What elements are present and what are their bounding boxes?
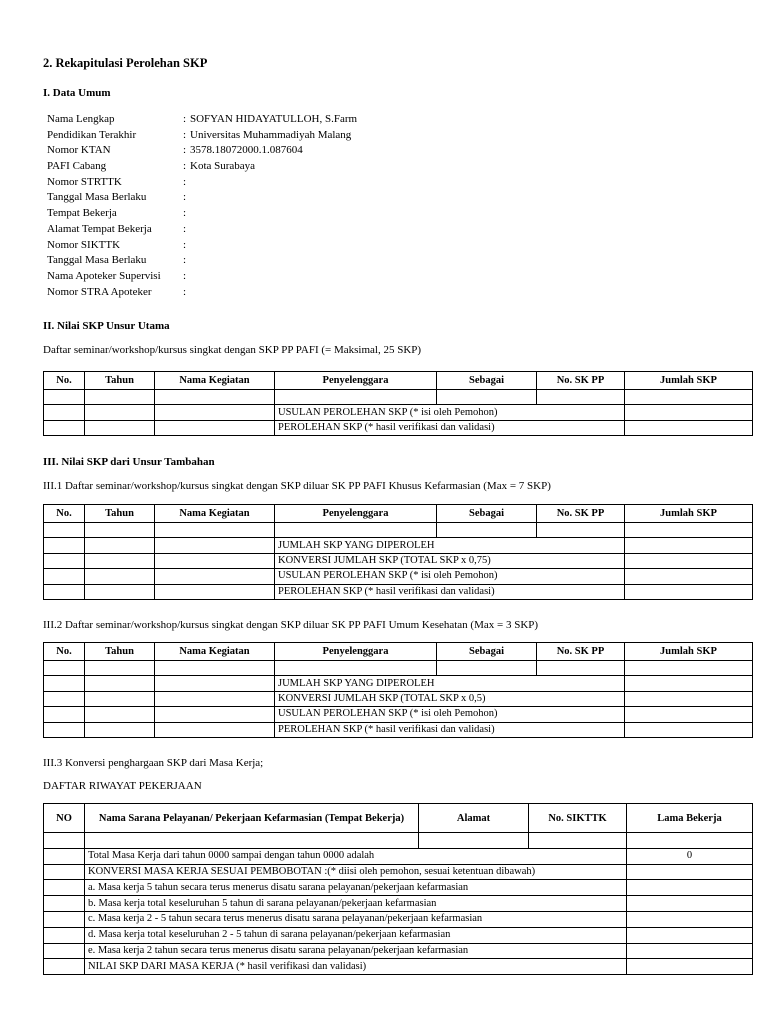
table-cell — [537, 390, 625, 405]
table-cell — [44, 833, 85, 849]
info-row — [47, 206, 357, 222]
column-header: Nama Kegiatan — [155, 372, 275, 390]
section-heading-unsur-tambahan: III. Nilai SKP dari Unsur Tambahan — [43, 456, 215, 468]
info-separator: : — [183, 175, 187, 188]
info-label: Nomor STRA Apoteker — [47, 285, 152, 298]
table-cell — [537, 661, 625, 676]
column-header: Sebagai — [437, 505, 537, 523]
column-header: Penyelenggara — [275, 372, 437, 390]
table-cell — [155, 691, 275, 706]
table-cell — [155, 661, 275, 676]
conversion-row — [44, 880, 753, 896]
conversion-label: b. Masa kerja total keseluruhan 5 tahun di sarana pelayanan/pekerjaan kefarmasian — [85, 896, 627, 912]
conversion-label: e. Masa kerja 2 tahun secara terus menerus disatu sarana pelayanan/pekerjaan kefarmasian — [85, 943, 627, 959]
table-cell — [44, 661, 85, 676]
conversion-row — [44, 864, 753, 880]
table-row — [44, 390, 753, 405]
table-cell — [44, 943, 85, 959]
table-cell — [625, 584, 753, 599]
table-cell — [44, 390, 85, 405]
table-cell — [625, 538, 753, 553]
table-cell — [155, 538, 275, 553]
skp-khusus-table — [43, 504, 753, 600]
skp-utama-table — [43, 371, 753, 436]
table-cell — [85, 569, 155, 584]
table-cell — [44, 911, 85, 927]
table-cell — [44, 420, 85, 435]
table-cell — [44, 959, 85, 975]
conversion-label: d. Masa kerja total keseluruhan 2 - 5 tahun di sarana pelayanan/pekerjaan kefarmasian — [85, 927, 627, 943]
info-value: Kota Surabaya — [190, 160, 256, 173]
info-separator: : — [183, 269, 187, 282]
data-umum-list — [47, 112, 357, 300]
summary-row — [44, 584, 753, 599]
info-separator: : — [183, 238, 187, 251]
table-cell — [275, 523, 437, 538]
summary-row — [44, 569, 753, 584]
total-value: 0 — [627, 848, 753, 864]
table-cell — [625, 676, 753, 691]
summary-label: USULAN PEROLEHAN SKP (* isi oleh Pemohon) — [275, 569, 625, 584]
table-cell — [419, 833, 529, 849]
section-heading-data-umum: I. Data Umum — [43, 87, 111, 99]
table-cell — [625, 523, 753, 538]
table-cell — [627, 896, 753, 912]
table-cell — [44, 896, 85, 912]
column-header: Tahun — [85, 372, 155, 390]
table-cell — [155, 707, 275, 722]
table-cell — [627, 864, 753, 880]
info-value: 3578.18072000.1.087604 — [190, 144, 303, 157]
section3-3-description: III.3 Konversi penghargaan SKP dari Masa Kerja; — [43, 757, 264, 769]
table-cell — [44, 927, 85, 943]
column-header: Sebagai — [437, 643, 537, 661]
table-cell — [625, 420, 753, 435]
table-cell — [44, 722, 85, 737]
info-row — [47, 269, 357, 285]
table-cell — [85, 420, 155, 435]
table-cell — [44, 707, 85, 722]
column-header: No. — [44, 505, 85, 523]
table-cell — [44, 569, 85, 584]
table-cell — [627, 927, 753, 943]
summary-row — [44, 676, 753, 691]
info-label: PAFI Cabang — [47, 160, 107, 173]
riwayat-pekerjaan-title: DAFTAR RIWAYAT PEKERJAAN — [43, 780, 202, 792]
info-label: Alamat Tempat Bekerja — [47, 222, 152, 235]
section3-2-description: III.2 Daftar seminar/workshop/kursus singkat dengan SKP diluar SK PP PAFI Umum Kesehatan (Max = 3 SKP) — [43, 619, 539, 631]
conversion-label: a. Masa kerja 5 tahun secara terus menerus disatu sarana pelayanan/pekerjaan kefarmasian — [85, 880, 627, 896]
table-cell — [44, 848, 85, 864]
info-label: Tanggal Masa Berlaku — [47, 191, 147, 204]
section2-description: Daftar seminar/workshop/kursus singkat dengan SKP PP PAFI (= Maksimal, 25 SKP) — [43, 344, 422, 356]
table-cell — [44, 880, 85, 896]
conversion-label: NILAI SKP DARI MASA KERJA (* hasil verifikasi dan validasi) — [85, 959, 627, 975]
info-row — [47, 253, 357, 269]
info-value: SOFYAN HIDAYATULLOH, S.Farm — [190, 113, 358, 125]
info-separator: : — [183, 128, 187, 141]
table-cell — [155, 553, 275, 568]
conversion-row — [44, 927, 753, 943]
info-label: Tanggal Masa Berlaku — [47, 254, 147, 267]
summary-row — [44, 420, 753, 435]
table-cell — [85, 390, 155, 405]
info-row — [47, 238, 357, 254]
table-cell — [627, 943, 753, 959]
table-cell — [155, 523, 275, 538]
summary-row — [44, 538, 753, 553]
table-cell — [85, 676, 155, 691]
table-cell — [627, 911, 753, 927]
table-cell — [44, 676, 85, 691]
info-separator: : — [183, 144, 187, 157]
table-cell — [625, 691, 753, 706]
column-header: NO — [44, 804, 85, 833]
table-header-row — [44, 372, 753, 390]
table-cell — [627, 833, 753, 849]
summary-row — [44, 707, 753, 722]
conversion-label: c. Masa kerja 2 - 5 tahun secara terus menerus disatu sarana pelayanan/pekerjaan kefarmasian — [85, 911, 627, 927]
table-cell — [85, 707, 155, 722]
table-cell — [625, 405, 753, 420]
table-cell — [437, 523, 537, 538]
table-header-row — [44, 505, 753, 523]
table-cell — [44, 584, 85, 599]
table-cell — [275, 661, 437, 676]
summary-label: USULAN PEROLEHAN SKP (* isi oleh Pemohon) — [275, 405, 625, 420]
column-header: Jumlah SKP — [625, 372, 753, 390]
conversion-row — [44, 896, 753, 912]
table-cell — [85, 584, 155, 599]
column-header: No. — [44, 372, 85, 390]
column-header: Jumlah SKP — [625, 505, 753, 523]
table-cell — [44, 864, 85, 880]
info-label: Nomor STRTTK — [47, 175, 122, 188]
info-row — [47, 190, 357, 206]
column-header: Alamat — [419, 804, 529, 833]
info-separator: : — [183, 222, 187, 235]
table-cell — [85, 405, 155, 420]
table-cell — [155, 569, 275, 584]
info-row — [47, 222, 357, 238]
info-separator: : — [183, 254, 187, 267]
info-row — [47, 143, 357, 159]
table-header-row — [44, 804, 753, 833]
conversion-row — [44, 943, 753, 959]
table-cell — [155, 405, 275, 420]
info-label: Nama Apoteker Supervisi — [47, 269, 161, 282]
summary-label: KONVERSI JUMLAH SKP (TOTAL SKP x 0,75) — [275, 553, 625, 568]
conversion-label: KONVERSI MASA KERJA SESUAI PEMBOBOTAN :(* diisi oleh pemohon, sesuai ketentuan dibawah) — [85, 864, 627, 880]
info-row — [47, 285, 357, 301]
info-separator: : — [183, 285, 187, 298]
column-header: No. SIKTTK — [529, 804, 627, 833]
table-cell — [625, 553, 753, 568]
riwayat-pekerjaan-table — [43, 803, 753, 975]
column-header: No. SK PP — [537, 372, 625, 390]
table-cell — [85, 833, 419, 849]
info-separator: : — [183, 113, 187, 125]
info-row — [47, 128, 357, 144]
summary-row — [44, 405, 753, 420]
table-cell — [85, 553, 155, 568]
summary-label: KONVERSI JUMLAH SKP (TOTAL SKP x 0,5) — [275, 691, 625, 706]
column-header: Nama Sarana Pelayanan/ Pekerjaan Kefarmasian (Tempat Bekerja) — [85, 804, 419, 833]
conversion-row — [44, 959, 753, 975]
table-cell — [85, 691, 155, 706]
table-cell — [155, 584, 275, 599]
table-cell — [44, 691, 85, 706]
summary-label: JUMLAH SKP YANG DIPEROLEH — [275, 676, 625, 691]
column-header: Penyelenggara — [275, 505, 437, 523]
table-cell — [625, 707, 753, 722]
table-cell — [85, 523, 155, 538]
table-cell — [537, 523, 625, 538]
table-cell — [85, 661, 155, 676]
info-separator: : — [183, 207, 187, 220]
table-cell — [437, 661, 537, 676]
column-header: No. SK PP — [537, 643, 625, 661]
table-cell — [275, 390, 437, 405]
table-row — [44, 833, 753, 849]
table-cell — [44, 405, 85, 420]
summary-label: PEROLEHAN SKP (* hasil verifikasi dan validasi) — [275, 584, 625, 599]
table-cell — [529, 833, 627, 849]
table-cell — [85, 538, 155, 553]
column-header: Penyelenggara — [275, 643, 437, 661]
table-cell — [627, 880, 753, 896]
summary-label: USULAN PEROLEHAN SKP (* isi oleh Pemohon) — [275, 707, 625, 722]
total-row — [44, 848, 753, 864]
table-header-row — [44, 643, 753, 661]
table-cell — [44, 553, 85, 568]
info-row — [47, 159, 357, 175]
table-row — [44, 523, 753, 538]
table-cell — [625, 722, 753, 737]
skp-umum-table — [43, 642, 753, 738]
table-cell — [155, 722, 275, 737]
info-value: Universitas Muhammadiyah Malang — [190, 128, 352, 141]
column-header: Jumlah SKP — [625, 643, 753, 661]
table-cell — [627, 959, 753, 975]
summary-row — [44, 553, 753, 568]
column-header: No. — [44, 643, 85, 661]
table-row — [44, 661, 753, 676]
table-cell — [155, 390, 275, 405]
table-cell — [44, 523, 85, 538]
info-separator: : — [183, 191, 187, 204]
column-header: Nama Kegiatan — [155, 505, 275, 523]
info-row — [47, 112, 357, 128]
info-label: Pendidikan Terakhir — [47, 128, 137, 141]
table-cell — [155, 676, 275, 691]
column-header: Tahun — [85, 643, 155, 661]
summary-label: JUMLAH SKP YANG DIPEROLEH — [275, 538, 625, 553]
table-cell — [625, 661, 753, 676]
summary-label: PEROLEHAN SKP (* hasil verifikasi dan validasi) — [275, 420, 625, 435]
summary-row — [44, 722, 753, 737]
table-cell — [44, 538, 85, 553]
table-cell — [625, 390, 753, 405]
column-header: Nama Kegiatan — [155, 643, 275, 661]
info-label: Nama Lengkap — [47, 113, 115, 125]
info-label: Nomor SIKTTK — [47, 238, 121, 251]
info-label: Nomor KTAN — [47, 144, 111, 157]
column-header: Tahun — [85, 505, 155, 523]
section-heading-unsur-utama: II. Nilai SKP Unsur Utama — [43, 320, 170, 332]
info-row — [47, 175, 357, 191]
section3-1-description: III.1 Daftar seminar/workshop/kursus singkat dengan SKP diluar SK PP PAFI Khusus Kefarmasian (Max = 7 SKP) — [43, 480, 551, 492]
conversion-row — [44, 911, 753, 927]
info-separator: : — [183, 160, 187, 173]
total-label: Total Masa Kerja dari tahun 0000 sampai dengan tahun 0000 adalah — [85, 848, 627, 864]
column-header: No. SK PP — [537, 505, 625, 523]
info-label: Tempat Bekerja — [47, 207, 117, 220]
summary-label: PEROLEHAN SKP (* hasil verifikasi dan validasi) — [275, 722, 625, 737]
column-header: Lama Bekerja — [627, 804, 753, 833]
table-cell — [155, 420, 275, 435]
summary-row — [44, 691, 753, 706]
table-cell — [625, 569, 753, 584]
table-cell — [85, 722, 155, 737]
column-header: Sebagai — [437, 372, 537, 390]
table-cell — [437, 390, 537, 405]
page-title: 2. Rekapitulasi Perolehan SKP — [43, 56, 208, 70]
